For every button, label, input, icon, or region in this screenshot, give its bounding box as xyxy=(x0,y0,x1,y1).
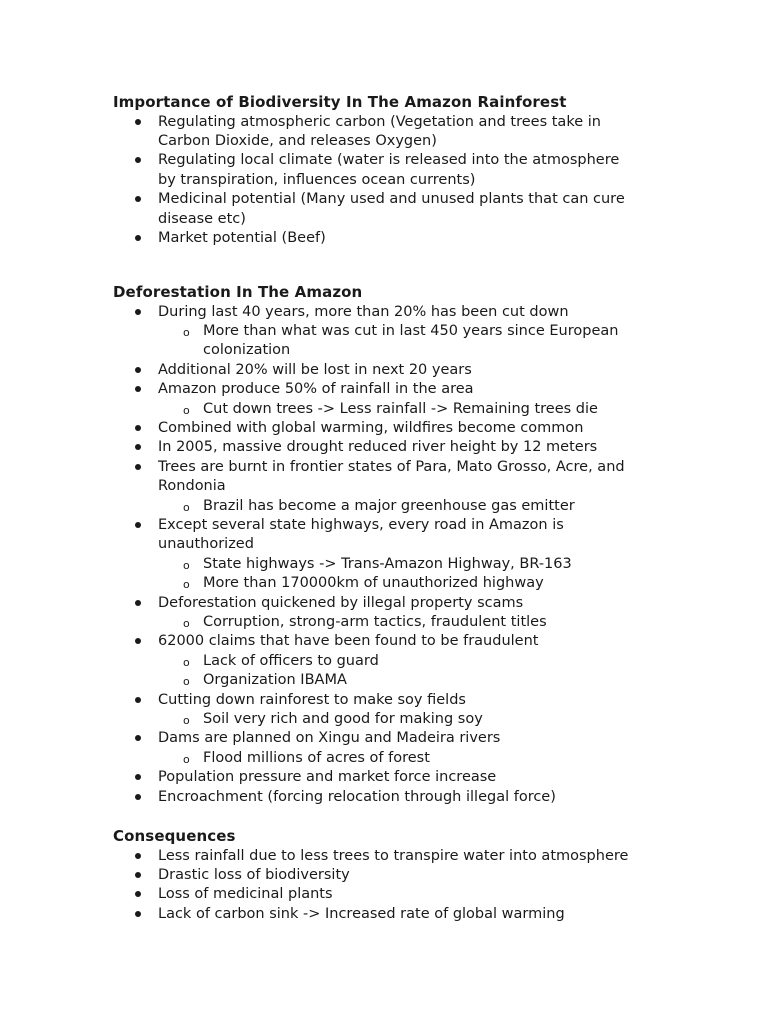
sub-bullet-icon: o xyxy=(183,616,190,630)
list-item-text: Cutting down rainforest to make soy fields xyxy=(158,691,466,708)
sub-bullet-icon: o xyxy=(183,403,190,417)
sub-item-text: More than 170000km of unauthorized highway xyxy=(203,575,544,592)
list-item-text: Dams are planned on Xingu and Madeira rivers xyxy=(158,730,501,747)
list-item-text: Market potential (Beef) xyxy=(158,229,326,246)
bullet-icon xyxy=(135,157,141,163)
bullet-icon xyxy=(135,774,141,780)
bullet-icon xyxy=(135,872,141,878)
list-item-text: Combined with global warming, wildfires become common xyxy=(158,419,584,436)
bullet-icon xyxy=(135,891,141,897)
bullet-icon xyxy=(135,522,141,528)
list-item-text: disease etc) xyxy=(158,210,246,227)
list-item-text: Regulating atmospheric carbon (Vegetation and trees take in xyxy=(158,113,601,130)
list-item-text: Loss of medicinal plants xyxy=(158,886,333,903)
bullet-icon xyxy=(135,367,141,373)
list-item-text: Population pressure and market force increase xyxy=(158,769,497,786)
sub-bullet-icon: o xyxy=(183,558,190,572)
sub-bullet-icon: o xyxy=(183,713,190,727)
list-item-text: unauthorized xyxy=(158,536,254,553)
sub-item-text: Flood millions of acres of forest xyxy=(203,749,430,766)
bullet-icon xyxy=(135,794,141,800)
list-item-text: Less rainfall due to less trees to transpire water into atmosphere xyxy=(158,847,629,864)
list-item-text: 62000 claims that have been found to be fraudulent xyxy=(158,633,539,650)
list-item-text: Amazon produce 50% of rainfall in the area xyxy=(158,381,474,398)
list-item-text: Rondonia xyxy=(158,478,226,495)
sub-item-text: More than what was cut in last 450 years since European xyxy=(203,322,619,339)
bullet-icon xyxy=(135,235,141,241)
sub-bullet-icon: o xyxy=(183,500,190,514)
list-item-text: Trees are burnt in frontier states of Para, Mato Grosso, Acre, and xyxy=(158,458,625,475)
sub-item-text: Soil very rich and good for making soy xyxy=(203,710,483,727)
list-item-text: During last 40 years, more than 20% has been cut down xyxy=(158,303,569,320)
sub-bullet-icon: o xyxy=(183,578,190,592)
list-item-text: Deforestation quickened by illegal property scams xyxy=(158,594,524,611)
bullet-icon xyxy=(135,309,141,315)
list-item-text: Encroachment (forcing relocation through illegal force) xyxy=(158,788,556,805)
bullet-icon xyxy=(135,911,141,917)
sub-bullet-icon: o xyxy=(183,655,190,669)
sub-bullet-icon: o xyxy=(183,752,190,766)
bullet-icon xyxy=(135,444,141,450)
sub-item-text: Brazil has become a major greenhouse gas emitter xyxy=(203,497,575,514)
sub-item-text: State highways -> Trans-Amazon Highway, BR-163 xyxy=(203,555,572,572)
list-item-text: Medicinal potential (Many used and unused plants that can cure xyxy=(158,191,625,208)
list-item-text: In 2005, massive drought reduced river height by 12 meters xyxy=(158,439,598,456)
sub-bullet-icon: o xyxy=(183,675,190,689)
list-item-text: Additional 20% will be lost in next 20 years xyxy=(158,361,472,378)
sub-item-text: Cut down trees -> Less rainfall -> Remaining trees die xyxy=(203,400,598,417)
bullet-icon xyxy=(135,386,141,392)
list-item-text: Lack of carbon sink -> Increased rate of global warming xyxy=(158,905,565,922)
list-item-text: by transpiration, influences ocean currents) xyxy=(158,171,476,188)
section-heading: Deforestation In The Amazon xyxy=(113,283,363,301)
bullet-icon xyxy=(135,638,141,644)
bullet-icon xyxy=(135,196,141,202)
sub-bullet-icon: o xyxy=(183,325,190,339)
sub-item-text: colonization xyxy=(203,342,291,359)
list-item-text: Except several state highways, every road in Amazon is xyxy=(158,516,564,533)
section-heading: Consequences xyxy=(113,827,236,845)
list-item-text: Regulating local climate (water is released into the atmosphere xyxy=(158,152,620,169)
sub-item-text: Lack of officers to guard xyxy=(203,652,379,669)
bullet-icon xyxy=(135,735,141,741)
list-item-text: Carbon Dioxide, and releases Oxygen) xyxy=(158,132,437,149)
bullet-icon xyxy=(135,464,141,470)
bullet-icon xyxy=(135,600,141,606)
bullet-icon xyxy=(135,119,141,125)
bullet-icon xyxy=(135,697,141,703)
bullet-icon xyxy=(135,853,141,859)
section-heading: Importance of Biodiversity In The Amazon Rainforest xyxy=(113,93,567,111)
sub-item-text: Corruption, strong-arm tactics, fraudulent titles xyxy=(203,613,547,630)
list-item-text: Drastic loss of biodiversity xyxy=(158,866,350,883)
sub-item-text: Organization IBAMA xyxy=(203,672,347,689)
bullet-icon xyxy=(135,425,141,431)
